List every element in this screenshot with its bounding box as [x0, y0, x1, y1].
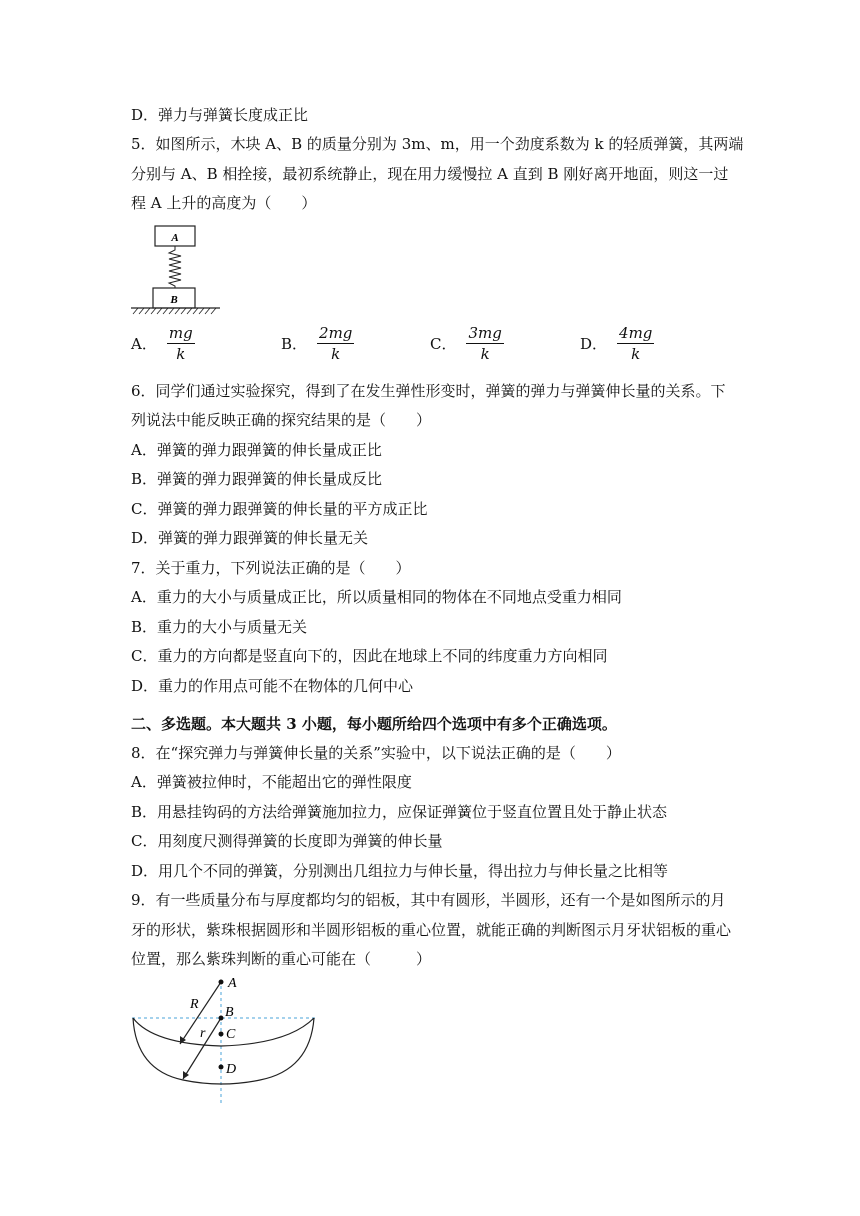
q6-option-a: A．弹簧的弹力跟弹簧的伸长量成正比: [131, 441, 382, 459]
q9-stem-line-2: 牙的形状，紫珠根据圆形和半圆形铝板的重心位置，就能正确的判断图示月牙状铝板的重心: [131, 921, 732, 939]
q5-option-a: A． $\frac{mg}{k}$: [131, 324, 193, 363]
block-a-label: A: [171, 232, 179, 244]
q5-stem-line-1: 5．如图所示，木块 A、B 的质量分别为 3m、m，用一个劲度系数为 k 的轻质弹簧，其两端: [131, 135, 744, 153]
crescent-plate-figure: [128, 972, 323, 1107]
q6-option-c: C．弹簧的弹力跟弹簧的伸长量的平方成正比: [131, 500, 428, 518]
spring-blocks-figure: [128, 220, 223, 318]
q7-option-d: D．重力的作用点可能不在物体的几何中心: [131, 677, 414, 695]
q8-stem: 8．在“探究弹力与弹簧伸长量的关系”实验中，以下说法正确的是（ ）: [131, 744, 621, 762]
point-c-label: C: [226, 1027, 236, 1042]
q7-stem: 7．关于重力，下列说法正确的是（ ）: [131, 559, 411, 577]
q4-option-d: D．弹力与弹簧长度成正比: [131, 106, 309, 124]
q9-stem-line-3: 位置，那么紫珠判断的重心可能在（ ）: [131, 950, 432, 968]
q5-stem-line-2: 分别与 A、B 相拴接，最初系统静止，现在用力缓慢拉 A 直到 B 刚好离开地面，则这一过: [131, 165, 729, 183]
q5-option-c: C． $\frac{3mg}{k}$: [430, 324, 502, 363]
point-a-label: A: [228, 976, 237, 991]
q5-option-b: B． $\frac{2mg}{k}$: [281, 324, 353, 363]
q5-option-d: D． $\frac{4mg}{k}$: [580, 324, 653, 363]
q8-option-a: A．弹簧被拉伸时，不能超出它的弹性限度: [131, 773, 412, 791]
q7-option-a: A．重力的大小与质量成正比，所以质量相同的物体在不同地点受重力相同: [131, 588, 622, 606]
q7-option-c: C．重力的方向都是竖直向下的，因此在地球上不同的纬度重力方向相同: [131, 647, 608, 665]
q8-option-b: B．用悬挂钩码的方法给弹簧施加拉力，应保证弹簧位于竖直位置且处于静止状态: [131, 803, 668, 821]
q6-option-b: B．弹簧的弹力跟弹簧的伸长量成反比: [131, 470, 383, 488]
radius-big-label: R: [190, 997, 199, 1012]
q6-stem-line-1: 6．同学们通过实验探究，得到了在发生弹性形变时，弹簧的弹力与弹簧伸长量的关系。下: [131, 382, 726, 400]
q6-stem-line-2: 列说法中能反映正确的探究结果的是（ ）: [131, 411, 432, 429]
q7-option-b: B．重力的大小与质量无关: [131, 618, 308, 636]
point-b-label: B: [225, 1005, 234, 1020]
q5-stem-line-3: 程 A 上升的高度为（ ）: [131, 194, 317, 212]
point-d-label: D: [226, 1062, 237, 1077]
section-2-heading: 二、多选题。本大题共 3 小题，每小题所给四个选项中有多个正确选项。: [131, 715, 617, 733]
q6-option-d: D．弹簧的弹力跟弹簧的伸长量无关: [131, 529, 369, 547]
q8-option-c: C．用刻度尺测得弹簧的长度即为弹簧的伸长量: [131, 832, 443, 850]
radius-small-label: r: [200, 1026, 206, 1041]
block-b-label: B: [170, 294, 178, 306]
q8-option-d: D．用几个不同的弹簧，分别测出几组拉力与伸长量，得出拉力与伸长量之比相等: [131, 862, 669, 880]
q9-stem-line-1: 9．有一些质量分布与厚度都均匀的铝板，其中有圆形，半圆形，还有一个是如图所示的月: [131, 891, 726, 909]
